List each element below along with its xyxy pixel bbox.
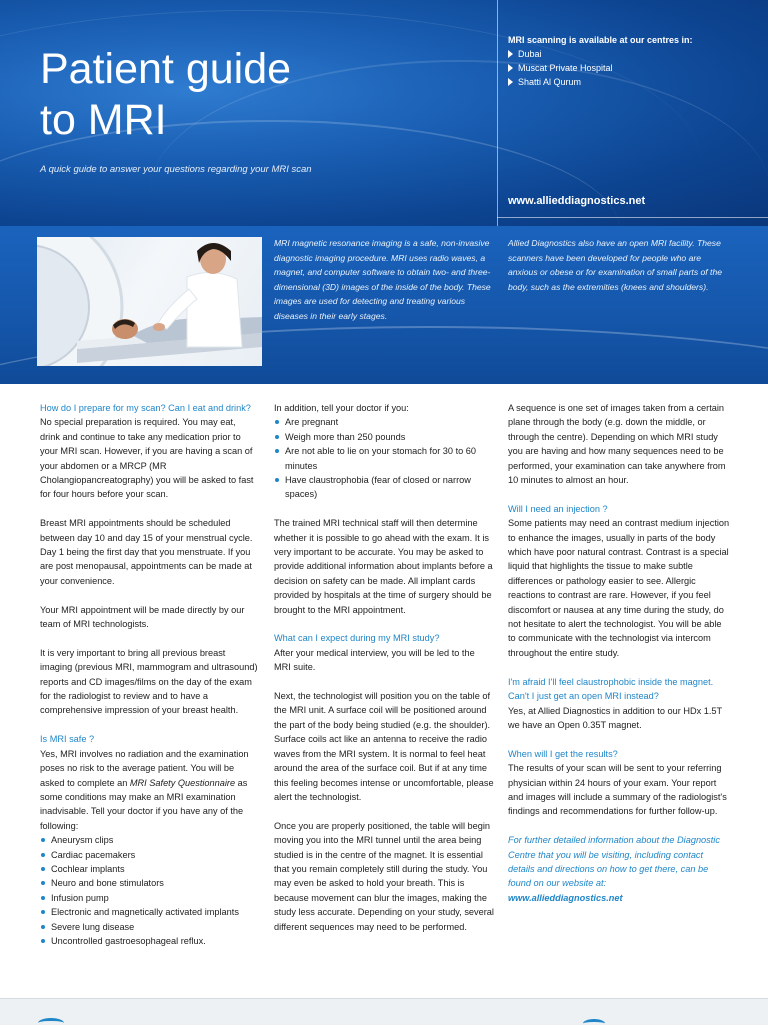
paragraph-appointment: Your MRI appointment will be made directly by our team of MRI technologists. [40, 604, 245, 630]
centres-list [508, 48, 758, 88]
page-subtitle: A quick guide to answer your questions regarding your MRI scan [40, 164, 312, 175]
footer-strip [0, 998, 768, 1025]
further-info-text: For further detailed information about the Diagnostic Centre that you will be visiting, including contact details and directions on how to get there, can be found on our website at: [508, 835, 720, 889]
paragraph-sequence: A sequence is one set of images taken from a certain plane through the body (e.g. down the middle, or through the centre). Depending on which MRI study you are having and how many sequences need to be performed, your examination can take anywhere from 10 minutes to almost an hour. [508, 403, 726, 486]
answer-prepare: No special preparation is required. You may eat, drink and continue to take any medication prior to your MRI scan. However, if you are having a scan of your abdomen or a MRCP (MR Cholangiopancreatography) you will be asked to fast for four hours before your scan. [40, 417, 254, 500]
mri-patient-photo [37, 237, 262, 366]
website-link[interactable]: www.allieddiagnostics.net [508, 195, 646, 207]
answer-injection: Some patients may need an contrast medium injection to enhance the images, usually in parts of the body which have poor natural contrast. Contrast is a special liquid that highlights the tissue to make subtle differences or pathology easier to see. Allergic reactions to contrast are rare. However, if you feel discomfort or nausea at any time during the study, do not hesitate to alert the technologist. You will be able to communicate with the technologist via intercom throughout the entire study. [508, 518, 730, 658]
header-divider [497, 217, 768, 218]
arrow-right-icon [508, 64, 513, 72]
arrow-right-icon [508, 50, 513, 58]
centres-heading: MRI scanning is available at our centres in: [508, 35, 693, 45]
content-column-1 [40, 401, 258, 948]
intro-text-mri: MRI magnetic resonance imaging is a safe, non-invasive diagnostic imaging procedure. MRI uses radio waves, a magnet, and computer software to obtain two- and three-dimensional (3D) images of the inside of the body. These images are used for detecting and treating various diseases in their early stages. [274, 238, 491, 321]
header-banner [0, 0, 768, 226]
centres-box [508, 35, 758, 90]
answer-safe-text: as some conditions may make an MRI examination inadvisable. Tell your doctor if you have any of the following: [40, 777, 248, 831]
list-item: Infusion pump [40, 891, 258, 905]
paragraph-staff: The trained MRI technical staff will then determine whether it is possible to go ahead with the exam. It is very important to be accurate. You may be asked to provide additional information about implants before a decision on safety can be made. All implant cards provided by hospitals at the time of surgery should be brought to the MRI appointment. [274, 518, 493, 615]
question-injection: Will I need an injection ? [508, 503, 608, 514]
page-title [40, 44, 291, 146]
paragraph-tell-doctor: In addition, tell your doctor if you: [274, 403, 409, 413]
content-column-3 [508, 401, 730, 905]
centre-item [508, 62, 758, 74]
header-divider [497, 0, 498, 226]
question-expect: What can I expect during my MRI study? [274, 633, 440, 644]
list-item: Are pregnant [274, 415, 494, 429]
list-item: Cochlear implants [40, 862, 258, 876]
logo-fragment-icon [38, 1018, 64, 1028]
question-safe: Is MRI safe ? [40, 734, 95, 745]
further-info-link[interactable]: www.allieddiagnostics.net [508, 892, 623, 903]
answer-safe-text: Yes, MRI involves no radiation and the examination poses no risk to the average patient. You will be asked to complete an [40, 748, 249, 788]
list-item: Have claustrophobia (fear of closed or narrow spaces) [274, 473, 494, 502]
centre-label: Muscat Private Hospital [518, 63, 613, 73]
list-item: Cardiac pacemakers [40, 848, 258, 862]
answer-safe [40, 747, 258, 833]
answer-results: The results of your scan will be sent to your referring physician within 24 hours of your exam. Your report and images will include a summary of the radiologist's findings and recommendations for further follow-up. [508, 763, 727, 817]
content-column-2 [274, 401, 494, 934]
centre-item [508, 76, 758, 88]
centre-label: Shatti Al Qurum [518, 77, 582, 87]
question-results: When will I get the results? [508, 748, 618, 759]
title-line-2: to MRI [40, 96, 167, 144]
safety-questionnaire-text: MRI Safety Questionnaire [129, 777, 236, 788]
title-line-1: Patient guide [40, 45, 292, 93]
list-item: Aneurysm clips [40, 833, 258, 847]
list-item: Uncontrolled gastroesophageal reflux. [40, 934, 258, 948]
intro-text-open-mri: Allied Diagnostics also have an open MRI facility. These scanners have been developed for people who are anxious or obese or for examination of small parts of the body, such as the extremities (knees and shoulders). [508, 238, 723, 292]
list-item: Neuro and bone stimulators [40, 876, 258, 890]
answer-claustrophobia: Yes, at Allied Diagnostics in addition to our HDx 1.5T we have an Open 0.35T magnet. [508, 705, 722, 730]
list-item: Weigh more than 250 pounds [274, 430, 494, 444]
paragraph-breast-appointments: Breast MRI appointments should be scheduled between day 10 and day 15 of your menstrual cycle. Day 1 being the first day that you menstruate. If you are post menopausal, appointments can be made at your convenience. [40, 518, 253, 586]
centre-item [508, 48, 758, 60]
paragraph-tunnel: Once you are properly positioned, the table will begin moving you into the MRI tunnel until the area being studied is in the centre of the magnet. It is essential that you remain completely still during the study. You may even be asked to hold your breath. This is because movement can blur the images, making the study less accurate. Depending on your study, several different sequences may need to be performed. [274, 820, 494, 932]
list-item: Severe lung disease [40, 920, 258, 934]
paragraph-position: Next, the technologist will position you on the table of the MRI unit. A surface coil will be positioned around the part of the body being studied (e.g. the shoulder). Surface coils act like an antenna to receive the radio waves from the MRI system. It is normal to feel heat around the area of the surface coil. But if at any time this feeling becomes intense or uncomfortable, please alert the technologist. [274, 691, 494, 802]
answer-expect: After your medical interview, you will be led to the MRI suite. [274, 647, 475, 673]
list-item: Electronic and magnetically activated implants [40, 905, 258, 919]
arrow-right-icon [508, 78, 513, 86]
conditions-list [40, 833, 258, 948]
question-claustrophobia: I'm afraid I'll feel claustrophobic inside the magnet. Can't I just get an open MRI instead? [508, 676, 714, 702]
intro-band [0, 226, 768, 384]
list-item: Are not able to lie on your stomach for 30 to 60 minutes [274, 444, 494, 473]
paragraph-previous-imaging: It is very important to bring all previous breast imaging (previous MRI, mammogram and ultrasound) reports and CD images/films on the day of the exam for the radiologist to review and to have a comprehensive impression of your breast health. [40, 647, 258, 716]
tell-doctor-list [274, 415, 494, 501]
question-prepare: How do I prepare for my scan? Can I eat and drink? [40, 403, 251, 413]
centre-label: Dubai [518, 49, 542, 59]
